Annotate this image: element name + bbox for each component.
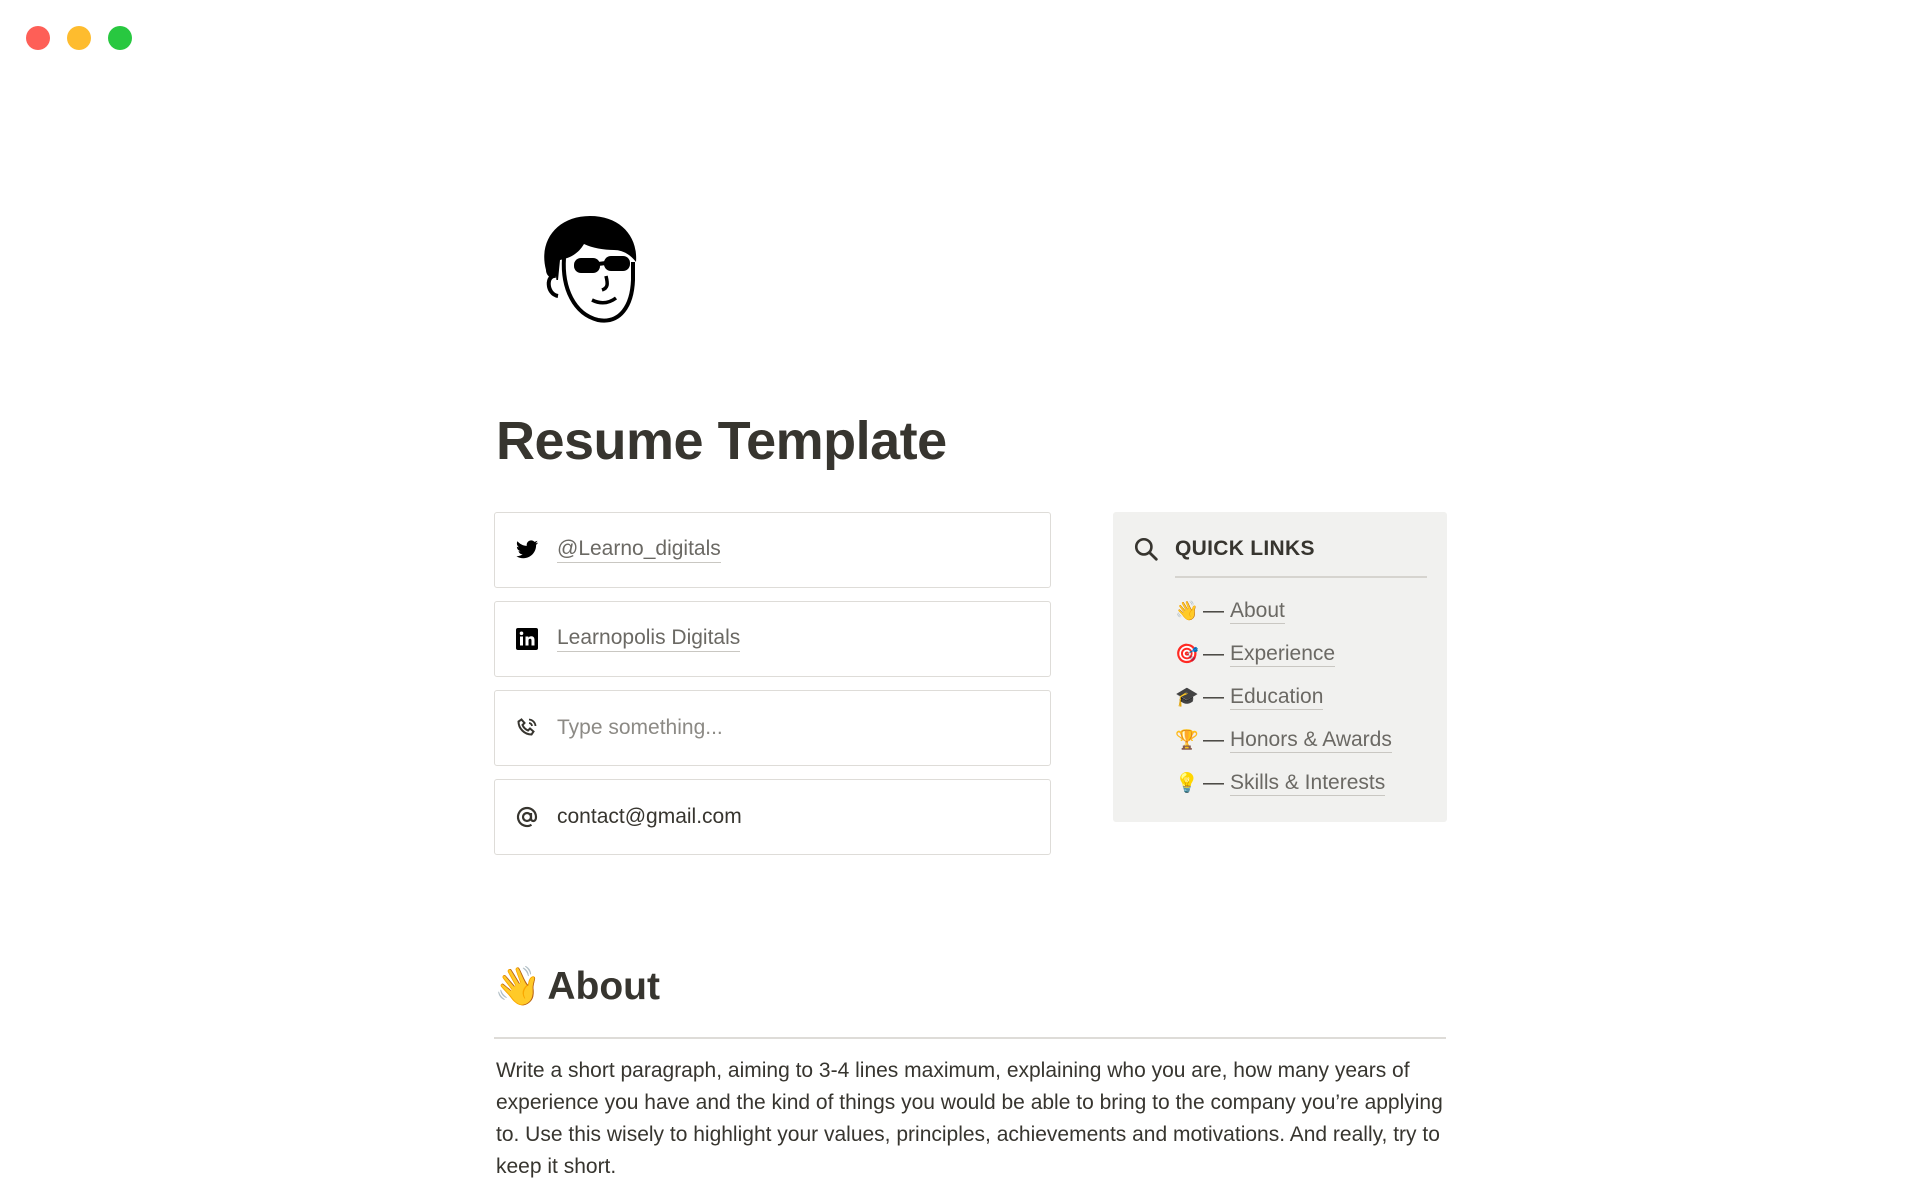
about-heading-text: About xyxy=(547,965,660,1008)
email-address[interactable]: contact@gmail.com xyxy=(557,805,742,828)
minimize-window-button[interactable] xyxy=(67,26,91,50)
quick-links-divider xyxy=(1175,576,1427,578)
quick-link-honors-awards[interactable] xyxy=(1175,719,1427,762)
waving-hand-icon: 👋 xyxy=(1175,601,1199,622)
close-window-button[interactable] xyxy=(26,26,50,50)
about-divider xyxy=(494,1037,1446,1039)
twitter-handle[interactable]: @Learno_digitals xyxy=(557,537,721,563)
contact-list xyxy=(494,512,1051,868)
quick-link-label[interactable]: About xyxy=(1230,598,1285,622)
quick-link-label[interactable]: Experience xyxy=(1230,641,1336,665)
light-bulb-icon: 💡 xyxy=(1175,773,1199,794)
about-heading[interactable] xyxy=(494,965,660,1009)
phone-icon xyxy=(513,714,541,742)
phone-contact-field[interactable] xyxy=(494,690,1051,766)
quick-link-experience[interactable] xyxy=(1175,633,1427,676)
quick-link-dash: — xyxy=(1203,728,1224,751)
waving-hand-icon: 👋 xyxy=(494,966,542,1008)
quick-link-dash: — xyxy=(1203,599,1224,622)
quick-link-label[interactable]: Honors & Awards xyxy=(1230,727,1392,751)
maximize-window-button[interactable] xyxy=(108,26,132,50)
twitter-contact-field[interactable] xyxy=(494,512,1051,588)
at-icon xyxy=(513,803,541,831)
quick-link-education[interactable] xyxy=(1175,676,1427,719)
quick-link-dash: — xyxy=(1203,642,1224,665)
search-icon xyxy=(1133,536,1159,562)
quick-link-dash: — xyxy=(1203,685,1224,708)
linkedin-icon xyxy=(513,625,541,653)
about-paragraph[interactable]: Write a short paragraph, aiming to 3-4 lines maximum, explaining who you are, how many years of experience you have and the kind of things you would be able to bring to the company you’re applying to. Use this wisely to highlight your values, principles, achievements and motivations. And really, try to keep it short. xyxy=(496,1059,1443,1178)
email-contact-field[interactable] xyxy=(494,779,1051,855)
graduation-cap-icon: 🎓 xyxy=(1175,687,1199,708)
window-controls xyxy=(26,26,132,50)
page-title[interactable]: Resume Template xyxy=(496,411,947,471)
target-icon: 🎯 xyxy=(1175,644,1199,665)
quick-link-label[interactable]: Education xyxy=(1230,684,1324,708)
quick-link-dash: — xyxy=(1203,771,1224,794)
linkedin-contact-field[interactable] xyxy=(494,601,1051,677)
quick-link-about[interactable] xyxy=(1175,590,1427,633)
quick-links-callout xyxy=(1113,512,1447,822)
phone-placeholder[interactable]: Type something... xyxy=(557,716,723,739)
linkedin-name[interactable]: Learnopolis Digitals xyxy=(557,626,740,652)
quick-link-skills-interests[interactable] xyxy=(1175,762,1427,805)
quick-links-title: QUICK LINKS xyxy=(1175,537,1315,560)
trophy-icon: 🏆 xyxy=(1175,730,1199,751)
page-icon-avatar[interactable] xyxy=(534,210,644,330)
twitter-icon xyxy=(513,536,541,564)
quick-links-header xyxy=(1133,536,1427,562)
avatar-illustration-icon xyxy=(534,210,644,330)
quick-link-label[interactable]: Skills & Interests xyxy=(1230,770,1386,794)
